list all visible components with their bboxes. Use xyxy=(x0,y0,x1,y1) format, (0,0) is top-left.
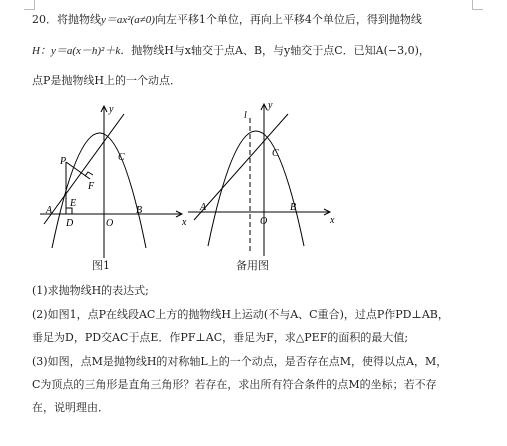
label-b: B xyxy=(290,202,297,213)
text: C为顶点的三角形是直角三角形？若存在，求出所有符合条件的点M的坐标；若不存 xyxy=(32,378,437,391)
line-ac xyxy=(44,114,124,224)
problem-line-2 xyxy=(32,43,430,59)
label-p: P xyxy=(60,156,67,167)
figure-1 xyxy=(36,100,206,260)
question-2-line-2 xyxy=(32,330,408,346)
label-y: y xyxy=(268,100,273,111)
label-o: O xyxy=(106,218,114,229)
label-o: O xyxy=(260,216,268,227)
text: 点P是抛物线H上的一个动点． xyxy=(32,74,181,87)
figure-2-caption: 备用图 xyxy=(236,259,269,272)
label-y: y xyxy=(109,104,114,115)
label-x: x xyxy=(182,217,187,228)
text: (3)如图，点M是抛物线H的对称轴L上的一个动点，是否存在点M，使得以点A，M， xyxy=(32,355,448,368)
label-e: E xyxy=(70,198,77,209)
text: (1)求抛物线H的表达式; xyxy=(32,284,149,297)
right-angle-f xyxy=(85,172,93,176)
text: 抛物线H与x轴交于点A、B，与y轴交于点C．已知A(−3,0)， xyxy=(131,44,430,57)
text: 20．将抛物线 xyxy=(32,13,101,26)
problem-line-1 xyxy=(32,12,422,28)
equation: y＝ax²(a≠0) xyxy=(101,14,155,26)
label-c: C xyxy=(272,148,279,159)
label-l: l xyxy=(244,110,247,121)
question-3-line-3 xyxy=(32,400,109,416)
question-1 xyxy=(32,283,149,299)
label-f: F xyxy=(88,181,95,192)
question-2-line-1 xyxy=(32,307,449,323)
figure-2 xyxy=(184,98,354,258)
question-3-line-2 xyxy=(32,377,437,393)
text: (2)如图1，点P在线段AC上方的抛物线H上运动(不与A、C重合)，过点P作PD⊥AB， xyxy=(32,308,449,321)
text: 垂足为D，PD交AC于点E．作PF⊥AC，垂足为F，求△PEF的面积的最大值; xyxy=(32,331,409,344)
label-a: A xyxy=(46,205,53,216)
corner-mark xyxy=(24,0,35,10)
figure-1-caption: 图1 xyxy=(92,259,110,272)
label-c: C xyxy=(118,152,125,163)
equation: H：y＝a(x－h)²＋k． xyxy=(32,45,132,57)
corner-mark xyxy=(472,0,483,10)
text: 向左平移1个单位，再向上平移4个单位后，得到抛物线 xyxy=(154,13,422,26)
label-a: A xyxy=(200,202,207,213)
problem-line-3 xyxy=(32,73,181,89)
question-3-line-1 xyxy=(32,354,447,370)
label-b: B xyxy=(136,205,143,216)
label-x: x xyxy=(330,215,335,226)
text: 在，说明理由． xyxy=(32,401,109,414)
line-ac xyxy=(194,114,288,220)
label-d: D xyxy=(66,218,74,229)
